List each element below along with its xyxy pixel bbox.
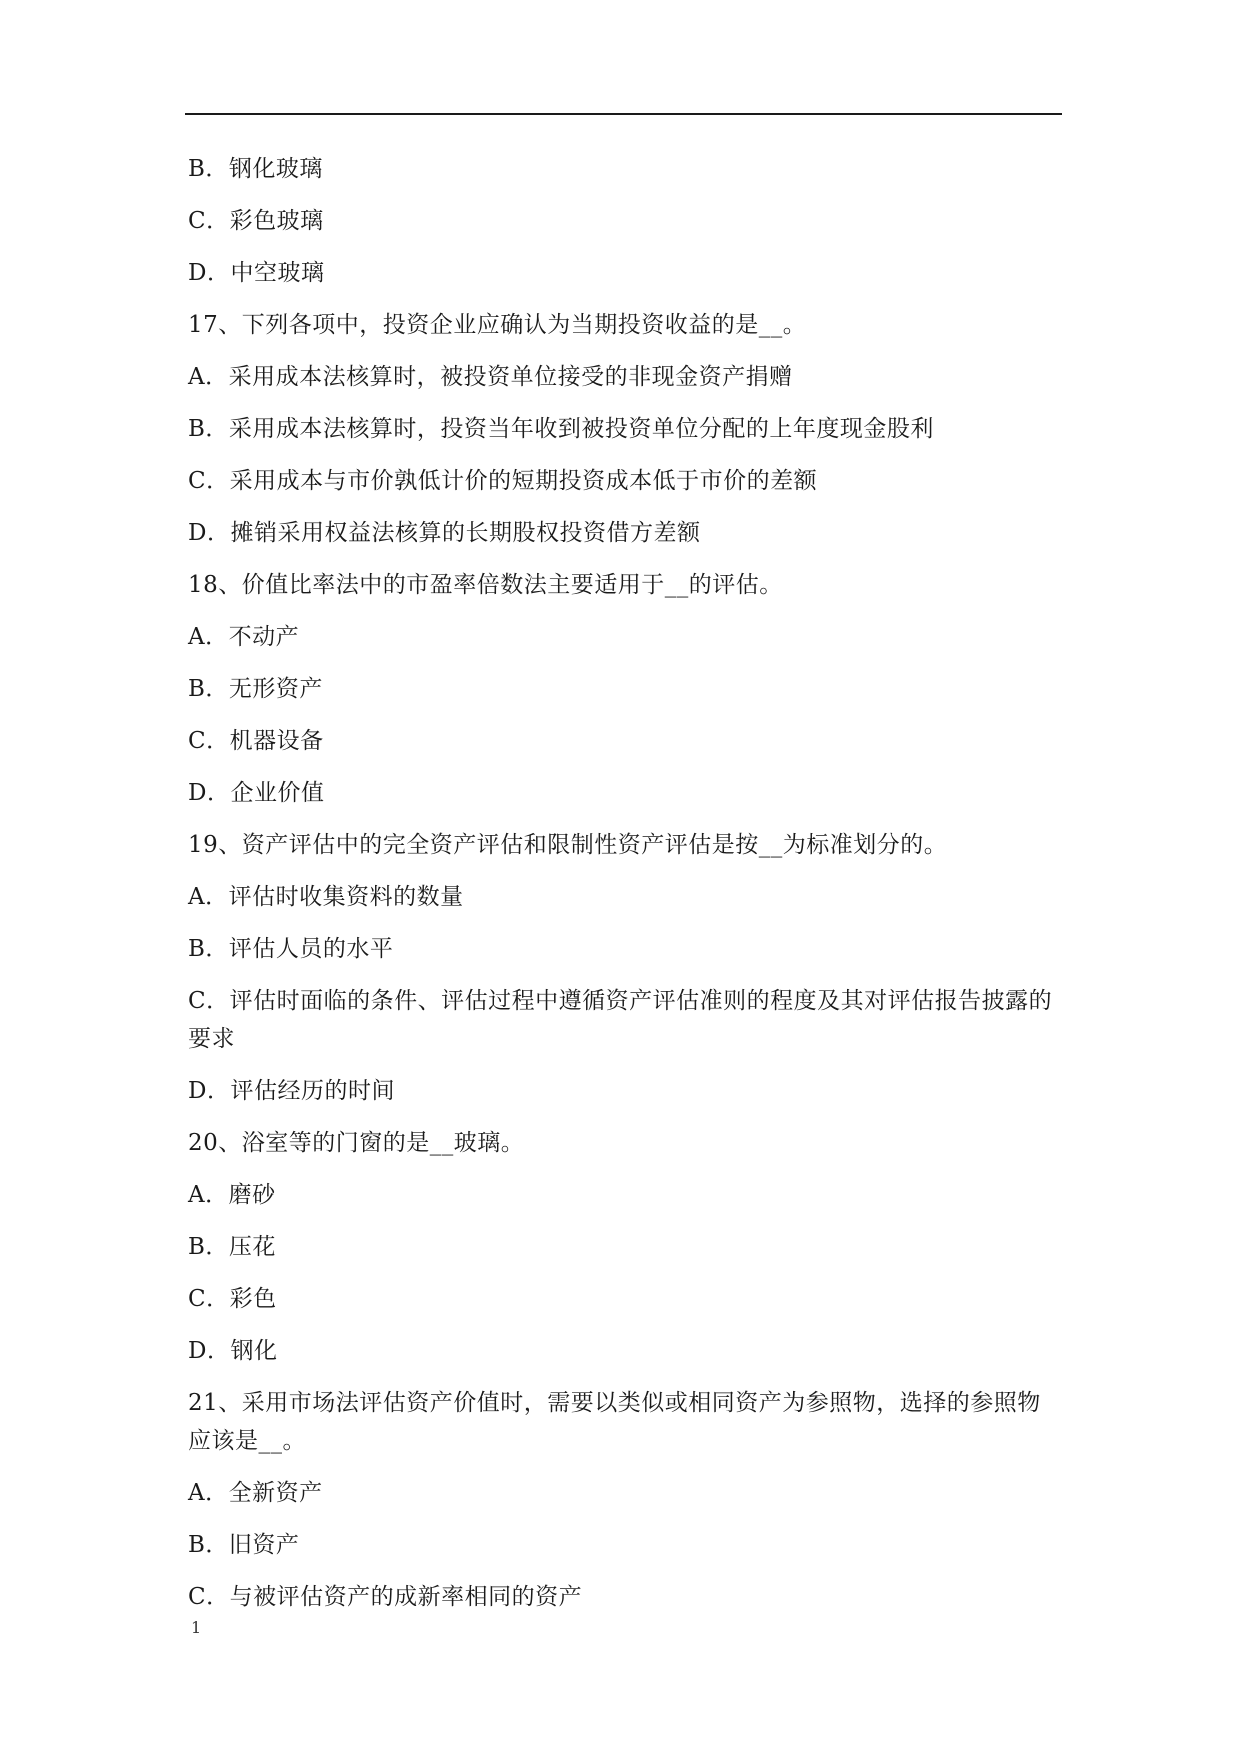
option-b: B．评估人员的水平 — [188, 936, 394, 962]
option-c: C．机器设备 — [188, 728, 324, 754]
question-21: 21、采用市场法评估资产价值时，需要以类似或相同资产为参照物，选择的参照物应该是__。 — [188, 1390, 1041, 1454]
option-d: D．企业价值 — [188, 780, 325, 806]
question-17: 17、下列各项中，投资企业应确认为当期投资收益的是__。 — [188, 312, 807, 338]
option-a: A．磨砂 — [188, 1182, 276, 1208]
option-d: D．摊销采用权益法核算的长期股权投资借方差额 — [188, 520, 701, 546]
option-a: A．全新资产 — [188, 1480, 323, 1506]
option-b: B．钢化玻璃 — [188, 156, 323, 182]
question-19: 19、资产评估中的完全资产评估和限制性资产评估是按__为标准划分的。 — [188, 832, 948, 858]
option-b: B．无形资产 — [188, 676, 323, 702]
option-c: C．采用成本与市价孰低计价的短期投资成本低于市价的差额 — [188, 468, 818, 494]
option-a: A．采用成本法核算时，被投资单位接受的非现金资产捐赠 — [188, 364, 793, 390]
option-d: D．中空玻璃 — [188, 260, 325, 286]
question-18: 18、价值比率法中的市盈率倍数法主要适用于__的评估。 — [188, 572, 783, 598]
option-c: C．彩色 — [188, 1286, 277, 1312]
option-d: D．钢化 — [188, 1338, 278, 1364]
option-b: B．采用成本法核算时，投资当年收到被投资单位分配的上年度现金股利 — [188, 416, 934, 442]
option-d: D．评估经历的时间 — [188, 1078, 395, 1104]
question-20: 20、浴室等的门窗的是__玻璃。 — [188, 1130, 525, 1156]
header-rule — [185, 113, 1062, 115]
document-body — [188, 150, 1060, 1630]
option-c: C．评估时面临的条件、评估过程中遵循资产评估准则的程度及其对评估报告披露的要求 — [188, 988, 1053, 1052]
option-b: B．旧资产 — [188, 1532, 300, 1558]
option-c: C．与被评估资产的成新率相同的资产 — [188, 1584, 583, 1610]
option-c: C．彩色玻璃 — [188, 208, 324, 234]
option-a: A．评估时收集资料的数量 — [188, 884, 464, 910]
page-number: 1 — [191, 1618, 202, 1637]
option-a: A．不动产 — [188, 624, 300, 650]
option-b: B．压花 — [188, 1234, 276, 1260]
